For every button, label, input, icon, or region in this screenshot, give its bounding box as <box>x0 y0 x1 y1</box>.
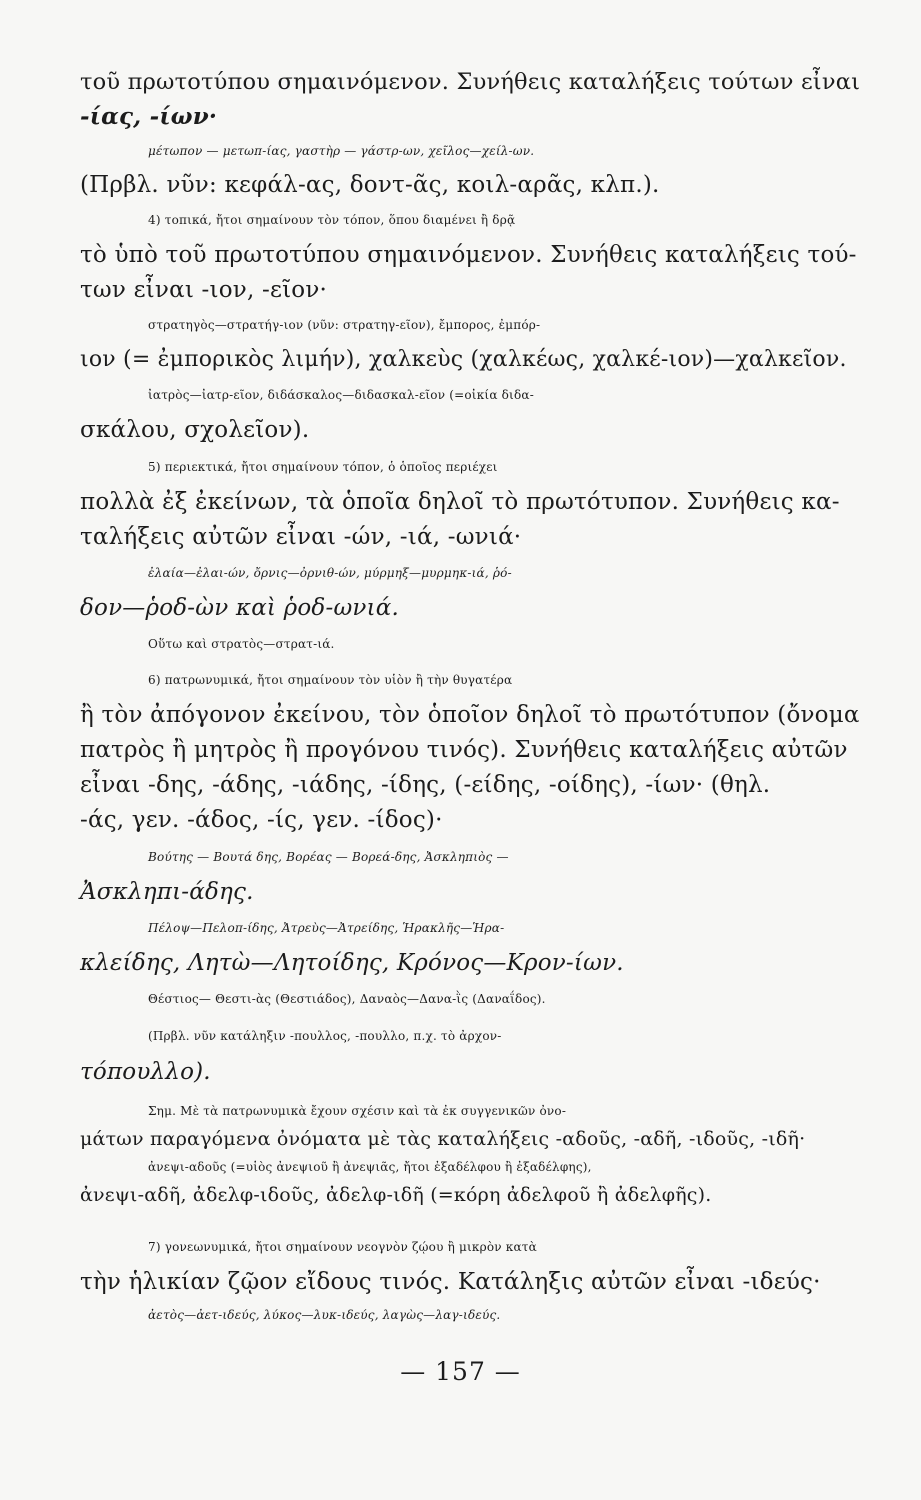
note-line: ἀνεψι-αδῆ, ἀδελφ-ιδοῦς, ἀδελφ-ιδῆ (=κόρη ἀδελφοῦ ἢ ἀδελφῆς). <box>80 1184 712 1206</box>
text-line: (Πρβλ. νῦν κατάληξιν -πουλλος, -πουλλο, π.χ. τὸ ἀρχον- <box>148 1029 502 1043</box>
text-line: 7) γονεωνυμικά, ἤτοι σημαίνουν νεογνὸν ζῴου ἢ μικρὸν κατὰ <box>148 1240 537 1254</box>
text-line: ἢ τὸν ἀπόγονον ἐκείνου, τὸν ὁποῖον δηλοῖ τὸ πρωτότυπον (ὄνομα <box>80 702 860 728</box>
text-line: Πέλοψ—Πελοπ-ίδης, Ἀτρεὺς—Ἀτρείδης, Ἡρακλῆς—Ἡρα- <box>148 921 505 935</box>
text-line: 5) περιεκτικά, ἤτοι σημαίνουν τόπον, ὁ ὁποῖος περιέχει <box>148 460 498 474</box>
text-line: πολλὰ ἐξ ἐκείνων, τὰ ὁποῖα δηλοῖ τὸ πρωτότυπον. Συνήθεις κα- <box>80 489 840 515</box>
note-line: μάτων παραγόμενα ὀνόματα μὲ τὰς καταλήξεις -αδοῦς, -αδῆ, -ιδοῦς, -ιδῆ· <box>80 1128 806 1150</box>
text-line: ταλήξεις αὐτῶν εἶναι -ών, -ιά, -ωνιά· <box>80 524 522 550</box>
text-line: τόπουλλο). <box>80 1059 211 1085</box>
text-line: εἶναι -δης, -άδης, -ιάδης, -ίδης, (-είδης, -οίδης), -ίων· (θηλ. <box>80 772 771 798</box>
text-line: 4) τοπικά, ἤτοι σημαίνουν τὸν τόπον, ὅπου διαμένει ἢ δρᾷ <box>148 213 516 227</box>
text-line: Οὕτω καὶ στρατὸς—στρατ-ιά. <box>148 637 335 651</box>
text-line: Βούτης — Βουτά δης, Βορέας — Βορεά-δης, Ἀσκληπιὸς — <box>148 850 509 864</box>
text-line: μέτωπον — μετωπ-ίας, γαστὴρ — γάστρ-ων, χεῖλος—χείλ-ων. <box>148 144 535 158</box>
text-line: κλείδης, Λητὼ—Λητοίδης, Κρόνος—Κρον-ίων. <box>80 950 624 976</box>
text-line: 6) πατρωνυμικά, ἤτοι σημαίνουν τὸν υἱὸν ἢ τὴν θυγατέρα <box>148 673 513 687</box>
text-line: πατρὸς ἢ μητρὸς ἢ προγόνου τινός). Συνήθεις καταλήξεις αὐτῶν <box>80 737 848 763</box>
note-line: ἀνεψι-αδοῦς (=υἱὸς ἀνεψιοῦ ἢ ἀνεψιᾶς, ἤτοι ἐξαδέλφου ἢ ἐξαδέλφης), <box>148 1160 592 1174</box>
note-line: Σημ. Μὲ τὰ πατρωνυμικὰ ἔχουν σχέσιν καὶ τὰ ἐκ συγγενικῶν ὀνο- <box>148 1104 567 1118</box>
text-line: ιον (= ἐμπορικὸς λιμήν), χαλκεὺς (χαλκέως, χαλκέ-ιον)—χαλκεῖον. <box>80 347 847 372</box>
text-line: των εἶναι -ιον, -εῖον· <box>80 277 328 303</box>
text-line: Ἀσκληπι-άδης. <box>80 879 254 905</box>
text-line: τὴν ἡλικίαν ζῷον εἴδους τινός. Κατάληξις αὐτῶν εἶναι -ιδεύς· <box>80 1269 821 1295</box>
text-line: σκάλου, σχολεῖον). <box>80 417 310 443</box>
text-line: δον—ῥοδ-ὼν καὶ ῥοδ-ωνιά. <box>80 595 400 621</box>
text-line: τὸ ὑπὸ τοῦ πρωτοτύπου σημαινόμενον. Συνήθεις καταλήξεις τού- <box>80 242 857 268</box>
text-line: -ίας, -ίων· <box>80 103 218 130</box>
text-line: ἰατρὸς—ἰατρ-εῖον, διδάσκαλος—διδασκαλ-εῖον (=οἰκία διδα- <box>148 388 534 402</box>
text-line: -άς, γεν. -άδος, -ίς, γεν. -ίδος)· <box>80 807 443 833</box>
text-line: Θέστιος— Θεστι-ὰς (Θεστιάδος), Δαναὸς—Δανα-ῒς (Δαναΐδος). <box>148 992 546 1006</box>
text-line: στρατηγὸς—στρατήγ-ιον (νῦν: στρατηγ-εῖον), ἔμπορος, ἐμπόρ- <box>148 318 541 332</box>
text-line: τοῦ πρωτοτύπου σημαινόμενον. Συνήθεις καταλήξεις τούτων εἶναι <box>80 69 861 95</box>
page-number: — 157 — <box>400 1357 521 1386</box>
text-line: ἐλαία—ἐλαι-ών, ὄρνις—ὀρνιθ-ών, μύρμηξ—μυρμηκ-ιά, ῥό- <box>148 566 512 580</box>
text-line: ἀετὸς—ἀετ-ιδεύς, λύκος—λυκ-ιδεύς, λαγὼς—λαγ-ιδεύς. <box>148 1308 501 1322</box>
text-line: (Πρβλ. νῦν: κεφάλ-ας, δοντ-ᾶς, κοιλ-αρᾶς, κλπ.). <box>80 172 660 198</box>
